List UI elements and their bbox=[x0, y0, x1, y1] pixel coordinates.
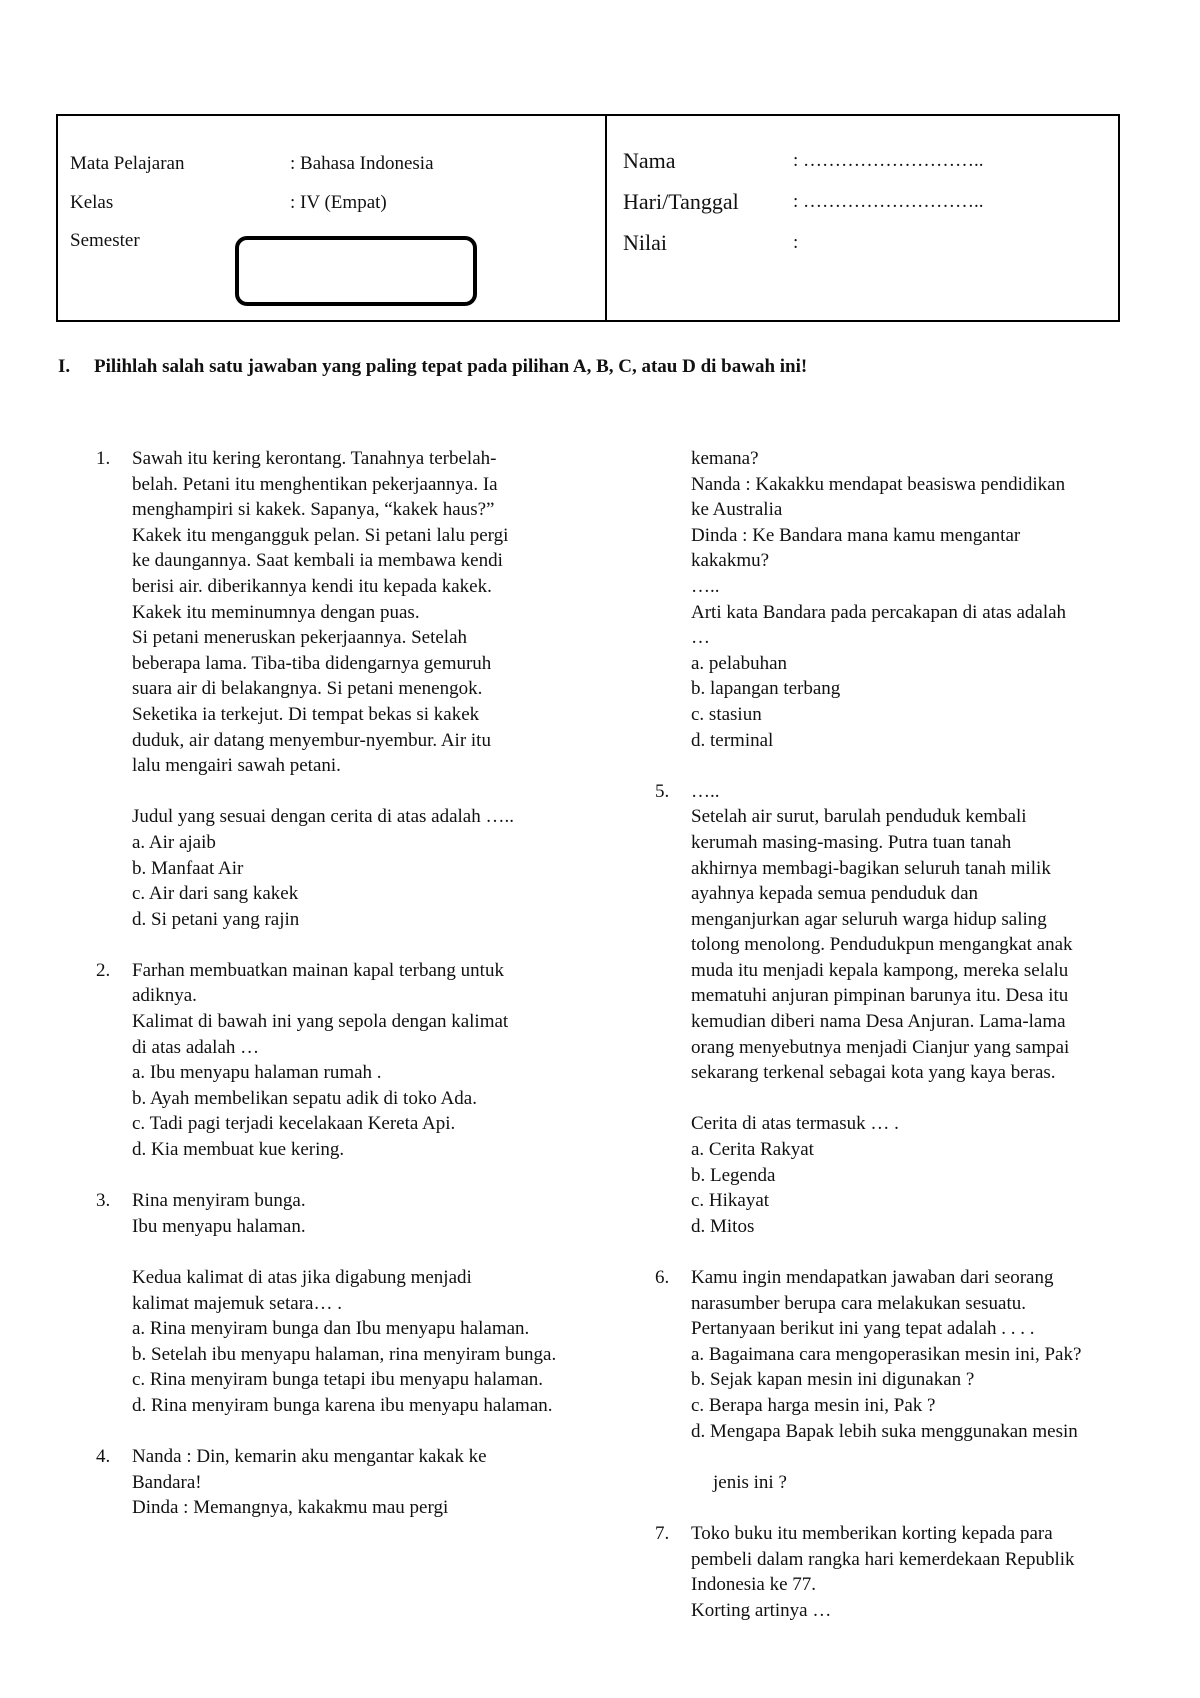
question-4-continued bbox=[655, 446, 1160, 753]
passage-line: ayahnya kepada semua penduduk dan bbox=[691, 883, 979, 905]
class-value: : IV (Empat) bbox=[290, 192, 387, 213]
question-number: 2. bbox=[96, 959, 111, 981]
option-a[interactable]: a. pelabuhan bbox=[691, 652, 788, 674]
question-line: ….. bbox=[691, 780, 720, 802]
question-1 bbox=[96, 446, 616, 932]
question-number: 1. bbox=[96, 448, 111, 469]
option-d[interactable]: d. terminal bbox=[691, 729, 774, 751]
option-c[interactable]: c. Hikayat bbox=[691, 1190, 770, 1212]
passage-line: kemudian diberi nama Desa Anjuran. Lama-lama bbox=[691, 1011, 1066, 1033]
question-line: adiknya. bbox=[132, 985, 197, 1007]
subject-label: Mata Pelajaran bbox=[70, 153, 185, 174]
question-2 bbox=[96, 958, 616, 1163]
section-number: I. bbox=[58, 356, 71, 377]
option-a[interactable]: a. Ibu menyapu halaman rumah . bbox=[132, 1062, 382, 1084]
dialog-line: Dinda : Ke Bandara mana kamu mengantar bbox=[691, 524, 1021, 546]
passage-line: suara air di belakangnya. Si petani menengok. bbox=[132, 678, 483, 700]
question-text: Judul yang sesuai dengan cerita di atas adalah ….. bbox=[132, 806, 514, 828]
passage-line: Kakek itu mengangguk pelan. Si petani lalu pergi bbox=[132, 524, 509, 546]
right-column bbox=[655, 446, 1160, 1623]
question-line: Indonesia ke 77. bbox=[691, 1574, 817, 1596]
question-6 bbox=[655, 1265, 1160, 1495]
passage-line: tolong menolong. Pendudukpun mengangkat anak bbox=[691, 934, 1073, 956]
passage-line: Sawah itu kering kerontang. Tanahnya terbelah- bbox=[132, 448, 497, 469]
option-b[interactable]: b. Setelah ibu menyapu halaman, rina menyiram bunga. bbox=[132, 1343, 557, 1365]
option-d[interactable]: d. Rina menyiram bunga karena ibu menyapu halaman. bbox=[132, 1394, 553, 1416]
question-line: Toko buku itu memberikan korting kepada para bbox=[691, 1522, 1053, 1544]
class-label: Kelas bbox=[70, 192, 114, 213]
section-instruction bbox=[58, 356, 807, 378]
option-c[interactable]: c. Air dari sang kakek bbox=[132, 883, 299, 905]
passage-line: kerumah masing-masing. Putra tuan tanah bbox=[691, 831, 1012, 853]
option-c[interactable]: c. Rina menyiram bunga tetapi ibu menyapu halaman. bbox=[132, 1369, 544, 1391]
question-line: narasumber berupa cara melakukan sesuatu. bbox=[691, 1292, 1026, 1314]
option-b[interactable]: b. Ayah membelikan sepatu adik di toko Ada. bbox=[132, 1087, 477, 1109]
option-c[interactable]: c. Berapa harga mesin ini, Pak ? bbox=[691, 1394, 936, 1416]
question-number: 5. bbox=[655, 780, 670, 802]
option-b[interactable]: b. Legenda bbox=[691, 1164, 776, 1186]
question-number: 6. bbox=[655, 1267, 670, 1288]
score-value[interactable]: : bbox=[793, 232, 799, 253]
option-c[interactable]: c. Tadi pagi terjadi kecelakaan Kereta Api. bbox=[132, 1113, 456, 1135]
question-line: Pertanyaan berikut ini yang tepat adalah . . . . bbox=[691, 1318, 1035, 1340]
question-line: Kamu ingin mendapatkan jawaban dari seorang bbox=[691, 1267, 1054, 1288]
option-c[interactable]: c. stasiun bbox=[691, 703, 762, 725]
passage-line: sekarang terkenal sebagai kota yang kaya beras. bbox=[691, 1062, 1056, 1084]
identity-header-box bbox=[56, 114, 1120, 322]
question-line: Kalimat di bawah ini yang sepola dengan kalimat bbox=[132, 1011, 509, 1033]
passage-line: orang menyebutnya menjadi Cianjur yang sampai bbox=[691, 1036, 1070, 1058]
dialog-line: kemana? bbox=[691, 448, 759, 469]
question-line: Ibu menyapu halaman. bbox=[132, 1215, 306, 1237]
option-d-continuation: jenis ini ? bbox=[713, 1471, 787, 1493]
name-label: Nama bbox=[623, 148, 676, 173]
passage-line: menghampiri si kakek. Sapanya, “kakek haus?” bbox=[132, 499, 495, 521]
option-a[interactable]: a. Rina menyiram bunga dan Ibu menyapu halaman. bbox=[132, 1318, 530, 1340]
dialog-line: Nanda : Din, kemarin aku mengantar kakak ke bbox=[132, 1446, 487, 1468]
passage-line: menganjurkan agar seluruh warga hidup saling bbox=[691, 908, 1047, 930]
question-5 bbox=[655, 779, 1160, 1240]
question-line: Rina menyiram bunga. bbox=[132, 1190, 306, 1212]
dialog-line: ke Australia bbox=[691, 499, 783, 521]
question-number: 4. bbox=[96, 1446, 111, 1468]
passage-line: beberapa lama. Tiba-tiba didengarnya gemuruh bbox=[132, 652, 492, 674]
passage-line: berisi air. diberikannya kendi itu kepada kakek. bbox=[132, 575, 492, 597]
date-value[interactable]: : ……………………….. bbox=[793, 191, 984, 212]
semester-label: Semester bbox=[70, 230, 140, 251]
passage-line: Kakek itu meminumnya dengan puas. bbox=[132, 601, 420, 623]
passage-line: Si petani meneruskan pekerjaannya. Setelah bbox=[132, 627, 468, 649]
question-line: di atas adalah … bbox=[132, 1036, 260, 1058]
option-d[interactable]: d. Kia membuat kue kering. bbox=[132, 1139, 345, 1161]
question-text: kalimat majemuk setara… . bbox=[132, 1292, 342, 1314]
option-a[interactable]: a. Air ajaib bbox=[132, 831, 216, 853]
passage-line: Seketika ia terkejut. Di tempat bekas si kakek bbox=[132, 703, 480, 725]
name-value[interactable]: : ……………………….. bbox=[793, 150, 984, 171]
left-column bbox=[96, 446, 616, 1521]
question-text: Arti kata Bandara pada percakapan di atas adalah bbox=[691, 601, 1067, 623]
option-b[interactable]: b. Manfaat Air bbox=[132, 857, 244, 879]
passage-line: muda itu menjadi kepala kampong, mereka selalu bbox=[691, 959, 1069, 981]
dialog-line: ….. bbox=[691, 575, 720, 597]
instruction-text: Pilihlah salah satu jawaban yang paling tepat pada pilihan A, B, C, atau D di bawah ini! bbox=[94, 356, 808, 377]
question-text: Kedua kalimat di atas jika digabung menjadi bbox=[132, 1267, 472, 1288]
question-7 bbox=[655, 1521, 1160, 1623]
passage-line: belah. Petani itu menghentikan pekerjaannya. Ia bbox=[132, 473, 498, 495]
option-a[interactable]: a. Bagaimana cara mengoperasikan mesin ini, Pak? bbox=[691, 1343, 1082, 1365]
option-a[interactable]: a. Cerita Rakyat bbox=[691, 1139, 814, 1161]
option-b[interactable]: b. Sejak kapan mesin ini digunakan ? bbox=[691, 1369, 975, 1391]
redaction-box bbox=[235, 236, 477, 306]
question-number: 7. bbox=[655, 1522, 670, 1544]
date-label: Hari/Tanggal bbox=[623, 189, 739, 214]
question-number: 3. bbox=[96, 1190, 111, 1212]
subject-value: : Bahasa Indonesia bbox=[290, 153, 434, 174]
dialog-line: Nanda : Kakakku mendapat beasiswa pendidikan bbox=[691, 473, 1066, 495]
question-text: … bbox=[691, 627, 710, 649]
passage-line: akhirnya membagi-bagikan seluruh tanah milik bbox=[691, 857, 1051, 879]
dialog-line: Dinda : Memangnya, kakakmu mau pergi bbox=[132, 1497, 449, 1519]
passage-line: ke daungannya. Saat kembali ia membawa kendi bbox=[132, 550, 503, 572]
header-divider bbox=[605, 116, 607, 320]
option-d[interactable]: d. Si petani yang rajin bbox=[132, 908, 300, 930]
dialog-line: Bandara! bbox=[132, 1471, 202, 1493]
question-3 bbox=[96, 1188, 616, 1418]
option-d[interactable]: d. Mitos bbox=[691, 1215, 755, 1237]
question-text: Cerita di atas termasuk … . bbox=[691, 1113, 899, 1135]
score-label: Nilai bbox=[623, 230, 667, 255]
question-line: Farhan membuatkan mainan kapal terbang untuk bbox=[132, 959, 504, 981]
passage-line: Setelah air surut, barulah penduduk kembali bbox=[691, 806, 1027, 828]
option-b[interactable]: b. lapangan terbang bbox=[691, 678, 841, 700]
question-line: Korting artinya … bbox=[691, 1599, 832, 1621]
passage-line: duduk, air datang menyembur-nyembur. Air itu bbox=[132, 729, 491, 751]
question-4 bbox=[96, 1444, 616, 1521]
question-line: pembeli dalam rangka hari kemerdekaan Republik bbox=[691, 1548, 1075, 1570]
passage-line: mematuhi anjuran pimpinan barunya itu. Desa itu bbox=[691, 985, 1069, 1007]
passage-line: lalu mengairi sawah petani. bbox=[132, 755, 341, 777]
dialog-line: kakakmu? bbox=[691, 550, 770, 572]
option-d[interactable]: d. Mengapa Bapak lebih suka menggunakan mesin bbox=[691, 1420, 1078, 1442]
